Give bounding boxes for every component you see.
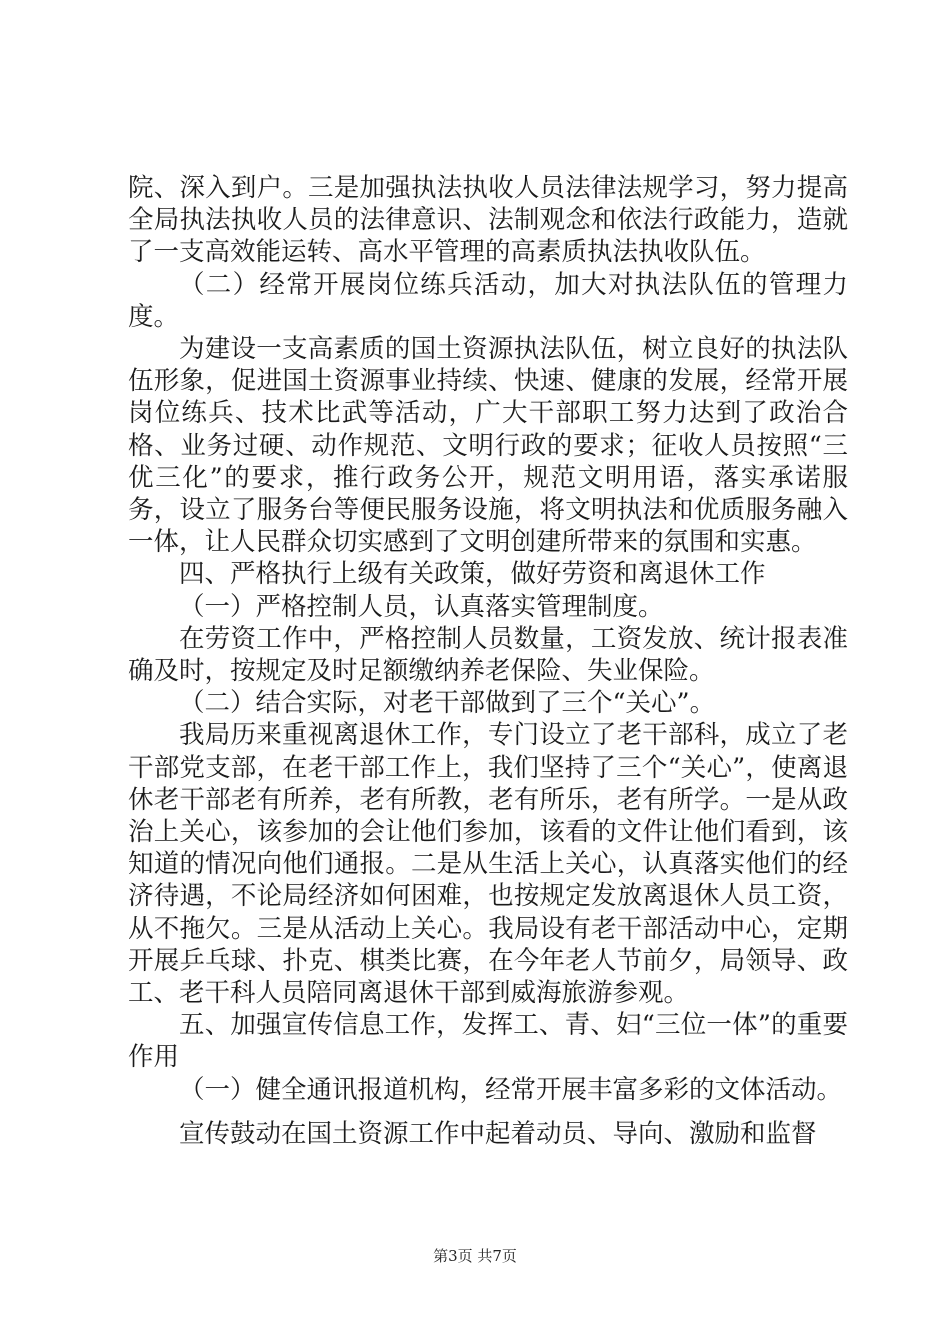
paragraph-labor-wages: 在劳资工作中，严格控制人员数量，工资发放、统计报表准确及时，按规定及时足额缴纳养老保险、失业保险。 — [128, 623, 848, 687]
document-body — [128, 172, 848, 1150]
subheading-news-reporting: （一）健全通讯报道机构，经常开展丰富多彩的文体活动。 — [179, 1074, 843, 1105]
subheading-three-cares: （二）结合实际，对老干部做到了三个“关心”。 — [179, 688, 716, 719]
paragraph-retired-cadres: 我局历来重视离退休工作，专门设立了老干部科，成立了老干部党支部，在老干部工作上，我们坚持了三个“关心”，使离退休老干部老有所养，老有所教，老有所乐，老有所学。一是从政治上关心，该参加的会让他们参加，该看的文件让他们看到，该知道的情况向他们通报。二是从生活上关心，认真落实他们的经济待遇，不论局经济如何困难，也按规定发放离退休人员工资，从不拖欠。三是从活动上关心。我局设有老干部活动中心，定期开展乒乓球、扑克、棋类比赛，在今年老人节前夕，局领导、政工、老干科人员陪同离退休干部到威海旅游参观。 — [128, 720, 848, 1009]
subheading-control-personnel: （一）严格控制人员，认真落实管理制度。 — [179, 591, 664, 622]
section-heading-five: 五、加强宣传信息工作，发挥工、青、妇“三位一体”的重要作用 — [128, 1010, 848, 1073]
section-heading-four: 四、严格执行上级有关政策，做好劳资和离退休工作 — [179, 559, 766, 590]
paragraph-law-enforcement-team: 为建设一支高素质的国土资源执法队伍，树立良好的执法队伍形象，促进国土资源事业持续、快速、健康的发展，经常开展岗位练兵、技术比武等活动，广大干部职工努力达到了政治合格、业务过硬、动作规范、文明行政的要求；征收人员按照“三优三化”的要求，推行政务公开，规范文明用语，落实承诺服务，设立了服务台等便民服务设施，将文明执法和优质服务融入一体，让人民群众切实感到了文明创建所带来的氛围和实惠。 — [128, 334, 848, 558]
page-number-footer: 第3页 共7页 — [433, 1247, 517, 1265]
paragraph-publicity: 宣传鼓动在国土资源工作中起着动员、导向、激励和监督 — [179, 1118, 817, 1149]
paragraph-continuation: 院、深入到户。三是加强执法执收人员法律法规学习，努力提高全局执法执收人员的法律意识、法制观念和依法行政能力，造就了一支高效能运转、高水平管理的高素质执法执收队伍。 — [128, 173, 848, 268]
subheading-drill-activities: （二）经常开展岗位练兵活动，加大对执法队伍的管理力度。 — [128, 269, 848, 332]
